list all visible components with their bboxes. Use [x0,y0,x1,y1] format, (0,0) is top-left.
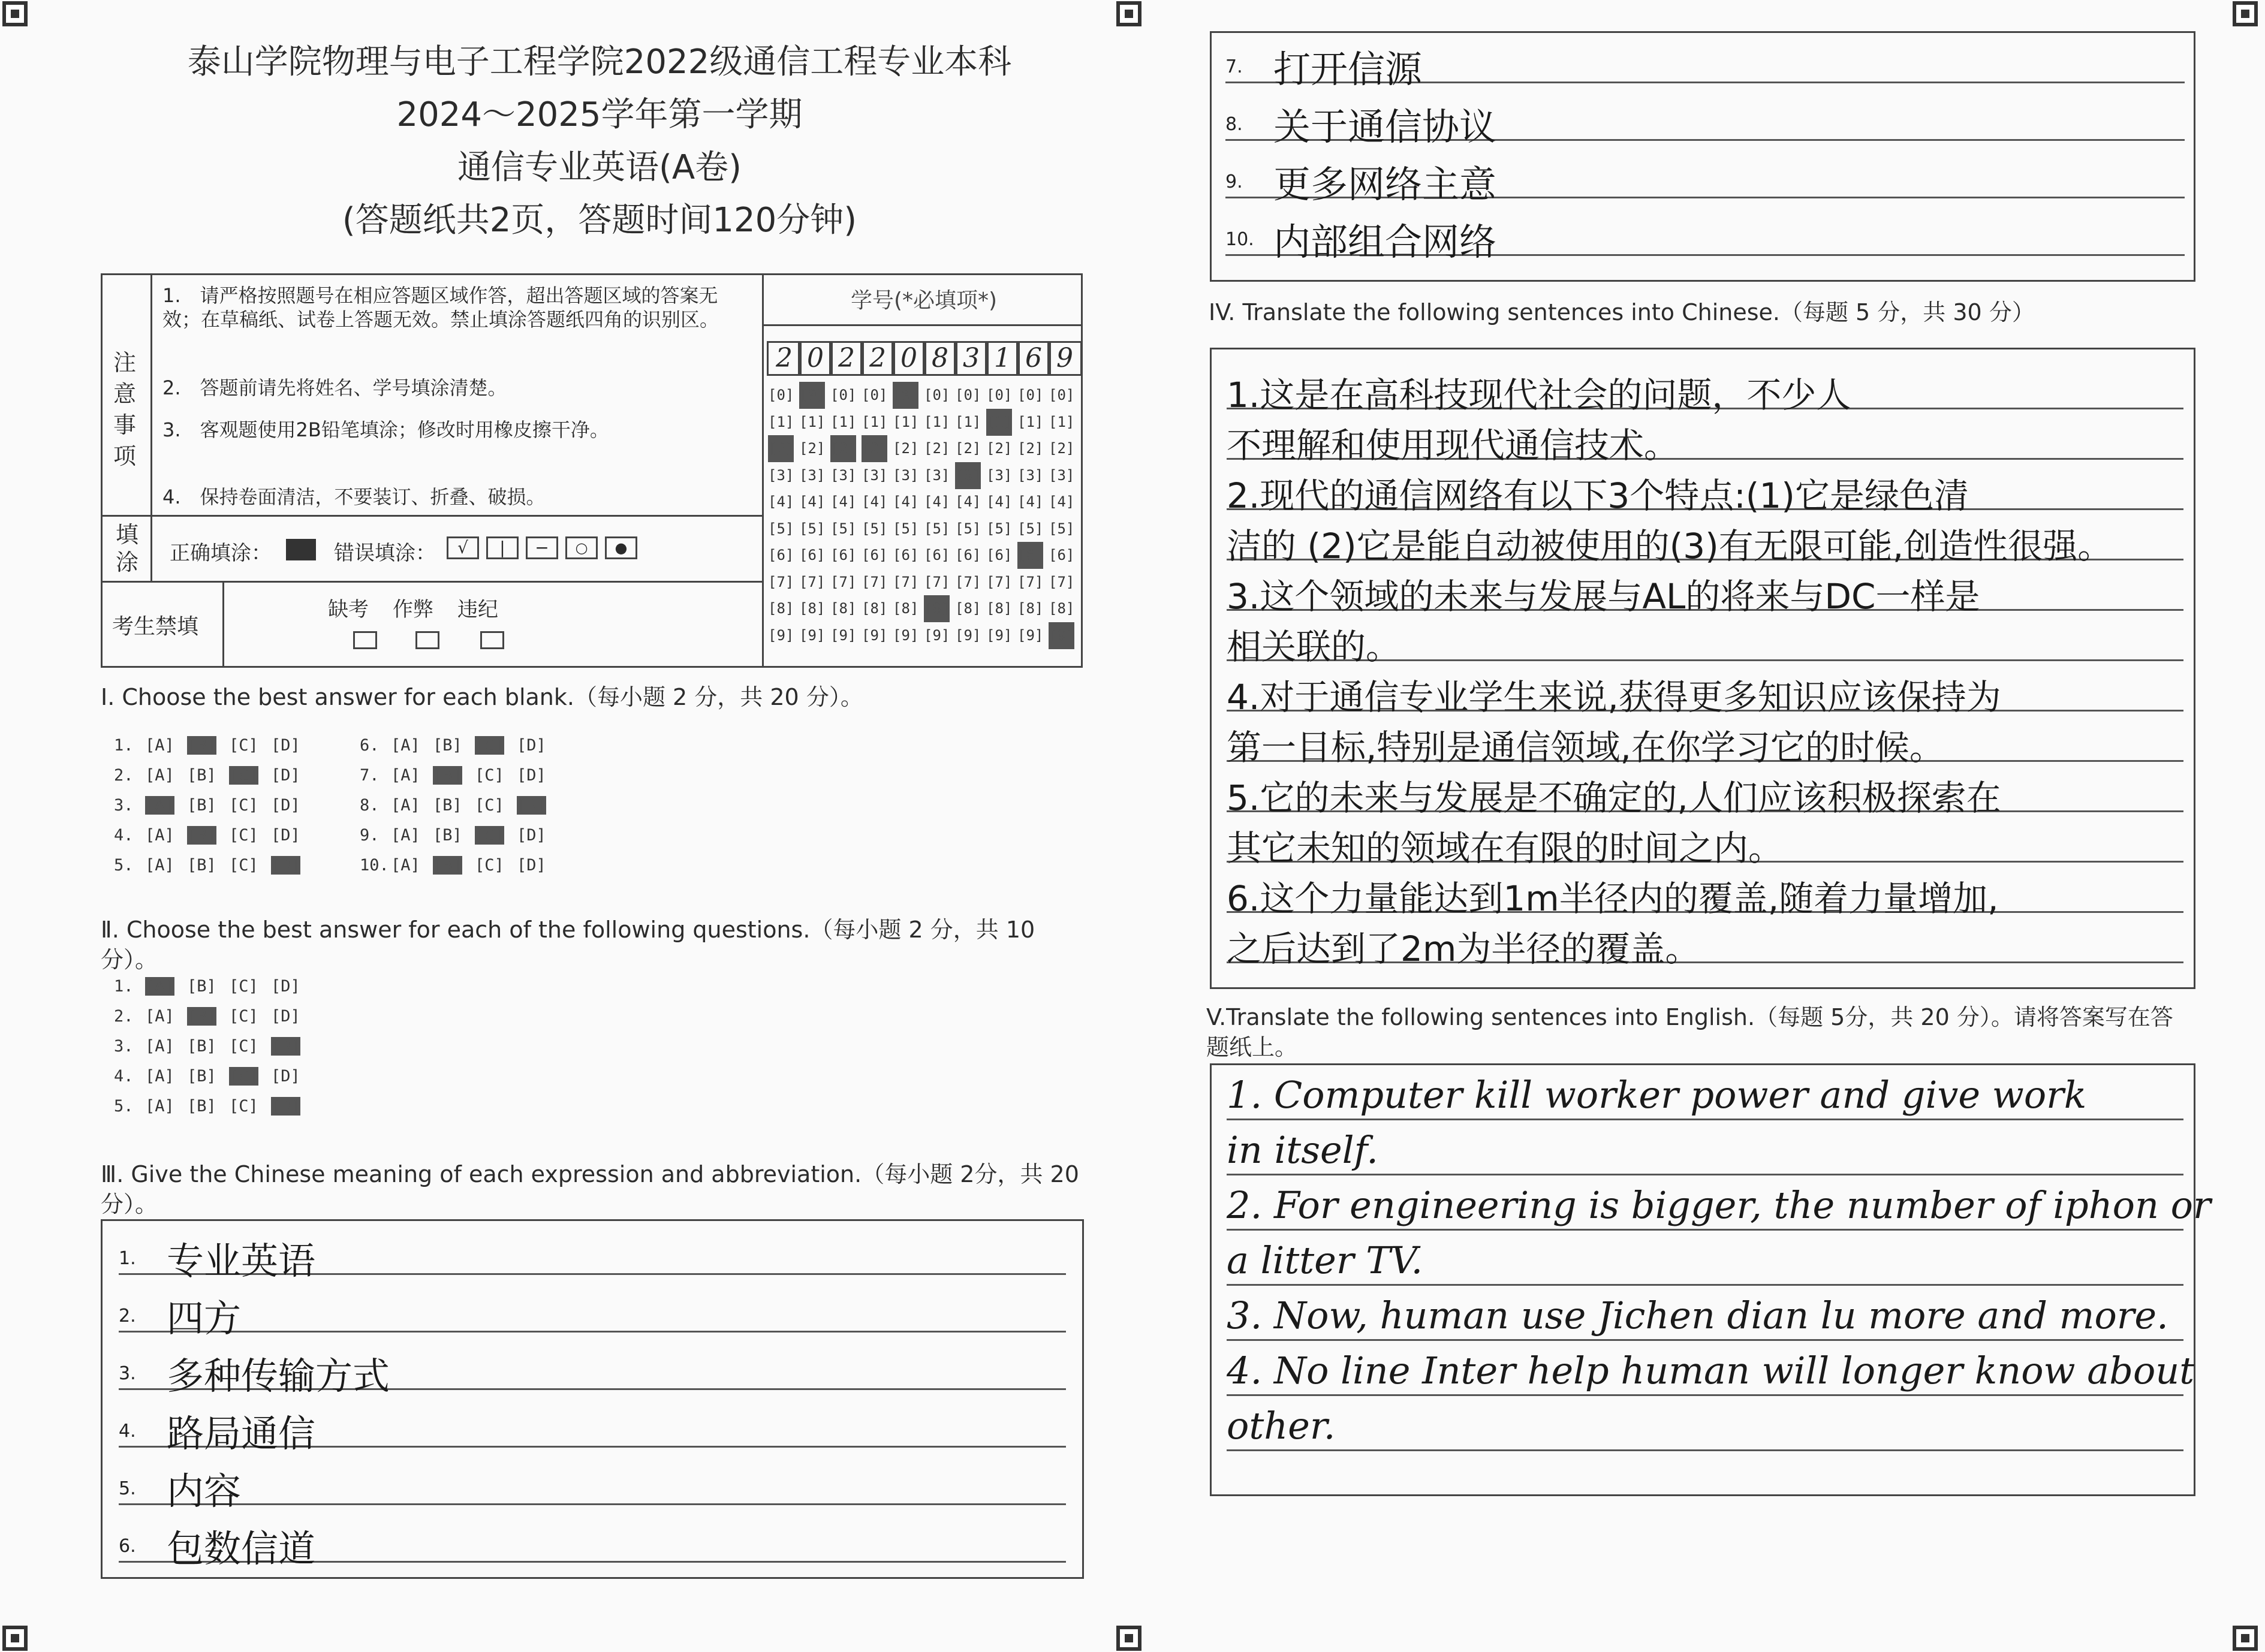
id-bubble-filled[interactable]: [8] [924,595,950,622]
id-bubble[interactable]: [4] [830,493,857,510]
option-bubble[interactable]: [D] [271,766,300,785]
answer-line [1227,1229,2183,1231]
id-bubble[interactable]: [7] [1017,573,1044,590]
option-bubble[interactable]: [B] [187,977,216,996]
id-bubble[interactable]: [3] [768,466,794,484]
answer-line [1227,1174,2183,1175]
option-bubble-filled[interactable]: [B] [187,826,216,845]
student-id-digit: 2 [860,341,895,376]
section-4-title: IV. Translate the following sentences into Chinese.（每题 5 分，共 30 分） [1209,299,2035,325]
correct-fill-label: 正确填涂： [170,541,272,565]
absent-label: 缺考 [328,598,369,622]
option-bubble-filled[interactable]: [D] [517,796,546,815]
answer-line [1227,1339,2183,1341]
handwritten-translation: in itself. [1227,1128,1378,1172]
id-bubble[interactable]: [9] [893,626,919,644]
wrong-fill-sample: ○ [565,536,598,559]
id-bubble[interactable]: [8] [955,600,981,617]
option-bubble[interactable]: [D] [271,977,300,996]
id-bubble[interactable]: [8] [1049,600,1075,617]
id-bubble[interactable]: [2] [893,440,919,457]
id-bubble[interactable]: [6] [955,547,981,563]
id-bubble[interactable]: [9] [862,626,888,644]
id-bubble[interactable]: [5] [768,520,794,537]
handwritten-answer: 包数信道 [167,1527,316,1570]
id-bubble[interactable]: [8] [1017,600,1044,617]
answer-number: 2. [119,1306,136,1327]
id-bubble[interactable]: [4] [986,493,1013,510]
corner-marker [2233,1,2258,26]
id-bubble[interactable]: [7] [1049,573,1075,590]
option-bubble-filled[interactable]: [C] [475,826,504,845]
id-bubble-filled[interactable]: [0] [799,382,825,409]
option-bubble[interactable]: [A] [145,856,174,875]
id-bubble[interactable]: [5] [799,520,826,537]
option-bubble[interactable]: [B] [187,1037,216,1056]
option-bubble[interactable]: [D] [517,766,546,785]
id-bubble[interactable]: [6] [1049,547,1075,563]
option-bubble-filled[interactable]: [B] [433,766,462,785]
handwritten-translation: other. [1227,1404,1336,1448]
id-bubble[interactable]: [9] [1017,626,1044,644]
answer-number: 1. [119,1248,136,1269]
id-bubble[interactable]: [3] [830,466,857,484]
id-bubble[interactable]: [9] [830,626,857,644]
id-bubble[interactable]: [8] [986,600,1013,617]
option-bubble[interactable]: [A] [145,826,174,845]
option-bubble[interactable]: [A] [391,736,420,755]
option-bubble[interactable]: [B] [187,1067,216,1086]
option-bubble[interactable]: [B] [187,1097,216,1116]
wrong-fill-sample: √ [447,536,479,559]
id-bubble[interactable]: [1] [799,413,826,430]
id-bubble[interactable]: [0] [830,387,857,403]
section-3-title: Ⅲ. Give the Chinese meaning of each expression and abbreviation.（每小题 2分，共 20分）。 [101,1161,1079,1217]
question-number: 10. [360,856,389,875]
id-bubble[interactable]: [6] [986,547,1013,563]
id-bubble[interactable]: [5] [955,520,981,537]
id-bubble[interactable]: [2] [986,440,1013,457]
option-bubble[interactable]: [D] [517,826,546,845]
handwritten-translation: 第一目标,特别是通信领域,在你学习它的时候。 [1227,727,1944,768]
option-bubble[interactable]: [C] [475,766,504,785]
option-bubble[interactable]: [C] [475,796,504,815]
id-bubble[interactable]: [9] [924,626,950,644]
corner-marker [1116,1626,1141,1651]
handwritten-translation: 1.这是在高科技现代社会的问题，不少人 [1227,375,1851,415]
handwritten-translation: 3. Now, human use Jichen dian lu more and more. [1227,1294,2168,1337]
id-bubble[interactable]: [2] [955,440,981,457]
handwritten-translation: 2.现代的通信网络有以下3个特点:(1)它是绿色清 [1227,475,1969,516]
id-bubble[interactable]: [4] [955,493,981,510]
id-bubble[interactable]: [4] [924,493,950,510]
student-id-digit: 9 [1047,341,1082,376]
violation-label: 违纪 [457,598,498,622]
answer-number: 5. [119,1478,136,1499]
id-bubble[interactable]: [4] [768,493,794,510]
option-bubble-filled[interactable]: [D] [271,1037,300,1056]
id-bubble[interactable]: [7] [799,573,826,590]
id-bubble-filled[interactable]: [3] [955,462,981,489]
handwritten-answer: 路局通信 [167,1412,316,1455]
handwritten-answer: 内容 [167,1469,242,1513]
question-number: 3. [114,1037,134,1056]
id-bubble[interactable]: [6] [799,547,826,563]
id-bubble-filled[interactable]: [2] [862,435,887,462]
id-bubble[interactable]: [5] [830,520,857,537]
id-bubble[interactable]: [0] [1049,387,1075,403]
question-number: 1. [114,977,134,996]
student-id-digit: 2 [767,341,802,376]
student-id-digit: 1 [985,341,1020,376]
answer-line [1227,1284,2183,1286]
option-bubble[interactable]: [D] [517,736,546,755]
id-bubble[interactable]: [0] [986,387,1013,403]
exam-title: 泰山学院物理与电子工程学院2022级通信工程专业本科 [187,43,1012,82]
id-bubble[interactable]: [2] [1049,440,1075,457]
student-id-label: 学号(*必填项*) [850,288,998,313]
id-bubble[interactable]: [1] [830,413,857,430]
question-number: 2. [114,1007,134,1026]
wrong-fill-sample: ● [605,536,637,559]
option-bubble[interactable]: [D] [271,1067,300,1086]
option-bubble-filled[interactable]: [C] [229,1067,258,1086]
wrong-fill-sample: | [486,536,519,559]
exam-subject: 通信专业英语(A卷) [457,148,742,187]
answer-number: 8. [1225,114,1243,135]
question-number: 4. [114,1067,134,1086]
id-bubble[interactable]: [7] [830,573,857,590]
id-bubble[interactable]: [3] [1017,466,1044,484]
id-bubble-filled[interactable]: [6] [1017,542,1043,569]
option-bubble[interactable]: [C] [229,736,258,755]
id-bubble[interactable]: [9] [768,626,794,644]
option-bubble-filled[interactable]: [D] [271,856,300,875]
id-bubble[interactable]: [8] [768,600,794,617]
id-bubble[interactable]: [8] [799,600,826,617]
id-bubble[interactable]: [4] [862,493,888,510]
option-bubble[interactable]: [A] [391,826,420,845]
option-bubble[interactable]: [B] [433,796,462,815]
answer-line [1227,1119,2183,1120]
fill-label: 填涂 [116,521,139,575]
option-bubble-filled[interactable]: [B] [187,736,216,755]
corner-marker [2,1,28,26]
handwritten-translation: 1. Computer kill worker power and give work [1227,1073,2087,1117]
handwritten-translation: 3.这个领域的未来与发展与AL的将来与DC一样是 [1227,576,1980,617]
section-2-title: Ⅱ. Choose the best answer for each of the following questions.（每小题 2 分，共 10 分）。 [101,917,1035,973]
id-bubble[interactable]: [1] [1049,413,1075,430]
id-bubble[interactable]: [6] [924,547,950,563]
option-bubble[interactable]: [D] [271,796,300,815]
id-bubble[interactable]: [5] [924,520,950,537]
id-bubble[interactable]: [7] [924,573,950,590]
option-bubble[interactable]: [B] [187,856,216,875]
option-bubble[interactable]: [C] [229,1097,258,1116]
violation-checkbox[interactable] [480,631,504,649]
id-bubble-filled[interactable]: [2] [768,435,794,462]
corner-marker [2233,1626,2258,1651]
handwritten-translation: 洁的 (2)它是能自动被使用的(3)有无限可能,创造性很强。 [1227,526,2113,566]
question-number: 9. [360,826,379,845]
id-bubble[interactable]: [0] [768,387,794,403]
id-bubble[interactable]: [5] [1049,520,1075,537]
question-number: 8. [360,796,379,815]
notice-item: 4. 保持卷面清洁，不要装订、折叠、破损。 [162,486,546,508]
question-number: 2. [114,766,134,785]
question-number: 3. [114,796,134,815]
id-bubble[interactable]: [0] [862,387,888,403]
id-bubble[interactable]: [6] [893,547,919,563]
option-bubble-filled[interactable]: [B] [187,1007,216,1026]
id-bubble-filled[interactable]: [1] [986,409,1012,436]
id-bubble[interactable]: [1] [862,413,888,430]
student-id-digit: 0 [798,341,833,376]
id-bubble-filled[interactable]: [0] [893,382,918,409]
handwritten-translation: 5.它的未来与发展是不确定的,人们应该积极探索在 [1227,777,2001,818]
option-bubble[interactable]: [A] [145,766,174,785]
id-bubble[interactable]: [2] [924,440,950,457]
id-bubble[interactable]: [3] [893,466,919,484]
option-bubble[interactable]: [A] [391,856,420,875]
handwritten-answer: 内部组合网络 [1273,220,1497,264]
question-number: 1. [114,736,134,755]
option-bubble[interactable]: [A] [145,1097,174,1116]
id-bubble[interactable]: [1] [1017,413,1044,430]
option-bubble[interactable]: [A] [145,1037,174,1056]
id-bubble[interactable]: [9] [986,626,1013,644]
notice-item: 3. 客观题使用2B铅笔填涂；修改时用橡皮擦干净。 [162,418,609,441]
id-bubble[interactable]: [7] [986,573,1013,590]
id-bubble[interactable]: [8] [862,600,888,617]
handwritten-answer: 四方 [167,1297,242,1340]
id-bubble[interactable]: [1] [768,413,794,430]
option-bubble[interactable]: [C] [475,856,504,875]
answer-number: 6. [119,1536,136,1557]
option-bubble-filled[interactable]: [C] [229,766,258,785]
option-bubble-filled[interactable]: [C] [475,736,504,755]
id-bubble[interactable]: [3] [799,466,826,484]
id-bubble[interactable]: [0] [924,387,950,403]
handwritten-translation: 2. For engineering is bigger, the number of iphon or [1227,1183,2211,1227]
forbid-label: 考生禁填 [112,614,199,639]
id-bubble[interactable]: [5] [862,520,888,537]
question-number: 4. [114,826,134,845]
handwritten-translation: a litter TV. [1227,1238,1423,1282]
id-bubble[interactable]: [3] [1049,466,1075,484]
id-bubble[interactable]: [8] [830,600,857,617]
id-bubble[interactable]: [3] [862,466,888,484]
answer-number: 10. [1225,229,1254,250]
question-number: 5. [114,856,134,875]
option-bubble[interactable]: [B] [187,766,216,785]
handwritten-answer: 专业英语 [167,1239,316,1283]
id-bubble[interactable]: [4] [799,493,826,510]
section-5-title: V.Translate the following sentences into English.（每题 5分，共 20 分）。请将答案写在答题纸上。 [1206,1004,2173,1060]
answer-line [1227,1394,2183,1396]
id-bubble[interactable]: [7] [893,573,919,590]
id-bubble[interactable]: [4] [1049,493,1075,510]
option-bubble[interactable]: [D] [271,1007,300,1026]
wrong-fill-label: 错误填涂： [334,541,436,565]
option-bubble[interactable]: [A] [391,796,420,815]
handwritten-answer: 打开信源 [1273,47,1423,91]
answer-line [1227,1449,2183,1451]
option-bubble-filled[interactable]: [B] [433,856,462,875]
question-number: 6. [360,736,379,755]
option-bubble[interactable]: [D] [517,856,546,875]
id-bubble[interactable]: [4] [1017,493,1044,510]
answer-number: 3. [119,1363,136,1384]
id-bubble[interactable]: [5] [986,520,1013,537]
id-bubble[interactable]: [3] [986,466,1013,484]
handwritten-translation: 相关联的。 [1227,626,1401,667]
corner-marker [2,1626,28,1651]
id-bubble[interactable]: [6] [768,547,794,563]
option-bubble[interactable]: [D] [271,736,300,755]
id-bubble[interactable]: [8] [893,600,919,617]
correct-fill-sample [286,539,316,560]
answer-number: 7. [1225,56,1243,77]
option-bubble-filled[interactable]: [A] [145,977,174,996]
handwritten-translation: 不理解和使用现代通信技术。 [1227,425,1679,466]
student-id-digit: 0 [891,341,926,376]
option-bubble[interactable]: [C] [229,977,258,996]
option-bubble[interactable]: [A] [391,766,420,785]
option-bubble-filled[interactable]: [A] [145,796,174,815]
exam-note: (答题纸共2页，答题时间120分钟) [342,201,857,240]
answer-line [119,1331,1066,1333]
id-bubble[interactable]: [0] [1017,387,1044,403]
question-number: 5. [114,1097,134,1116]
id-bubble[interactable]: [5] [893,520,919,537]
id-bubble[interactable]: [7] [768,573,794,590]
option-bubble[interactable]: [B] [433,826,462,845]
option-bubble-filled[interactable]: [D] [271,1097,300,1116]
id-bubble[interactable]: [3] [924,466,950,484]
id-bubble[interactable]: [1] [924,413,950,430]
absent-checkbox[interactable] [353,631,377,649]
id-bubble[interactable]: [9] [799,626,826,644]
id-bubble[interactable]: [6] [830,547,857,563]
notice-box [101,273,1083,668]
option-bubble[interactable]: [C] [229,856,258,875]
id-bubble[interactable]: [1] [893,413,919,430]
handwritten-translation: 之后达到了2m为半径的覆盖。 [1227,929,1700,969]
option-bubble[interactable]: [C] [229,1037,258,1056]
student-id-digit: 2 [829,341,864,376]
student-id-digit: 6 [1016,341,1051,376]
cheat-checkbox[interactable] [415,631,439,649]
id-bubble[interactable]: [2] [1017,440,1044,457]
id-bubble[interactable]: [7] [862,573,888,590]
id-bubble[interactable]: [0] [955,387,981,403]
exam-term: 2024～2025学年第一学期 [396,95,803,134]
notice-item: 2. 答题前请先将姓名、学号填涂清楚。 [162,376,507,399]
id-bubble[interactable]: [2] [799,440,826,457]
id-bubble[interactable]: [7] [955,573,981,590]
handwritten-answer: 关于通信协议 [1273,105,1497,149]
handwritten-translation: 4. No line Inter help human will longer know about [1227,1349,2195,1392]
id-bubble-filled[interactable]: [2] [830,435,856,462]
answer-line [119,1503,1066,1505]
question-number: 7. [360,766,379,785]
handwritten-translation: 4.对于通信专业学生来说,获得更多知识应该保持为 [1227,677,2001,718]
option-bubble[interactable]: [A] [145,1007,174,1026]
answer-number: 4. [119,1421,136,1442]
handwritten-answer: 多种传输方式 [167,1354,390,1398]
id-bubble[interactable]: [9] [955,626,981,644]
id-bubble[interactable]: [5] [1017,520,1044,537]
student-id-digit: 8 [923,341,957,376]
handwritten-translation: 6.这个力量能达到1m半径内的覆盖,随着力量增加, [1227,878,1999,919]
option-bubble[interactable]: [D] [271,826,300,845]
id-bubble[interactable]: [6] [862,547,888,563]
handwritten-translation: 其它未知的领域在有限的时间之内。 [1227,828,1784,869]
option-bubble[interactable]: [B] [187,796,216,815]
id-bubble[interactable]: [4] [893,493,919,510]
id-bubble[interactable]: [1] [955,413,981,430]
handwritten-answer: 更多网络主意 [1273,162,1497,206]
option-bubble[interactable]: [A] [145,736,174,755]
id-bubble-filled[interactable]: [9] [1049,622,1074,649]
notice-label: 注意事项 [113,349,137,469]
option-bubble[interactable]: [B] [433,736,462,755]
option-bubble[interactable]: [C] [229,796,258,815]
answer-number: 9. [1225,171,1243,192]
option-bubble[interactable]: [C] [229,826,258,845]
wrong-fill-sample: − [526,536,558,559]
option-bubble[interactable]: [C] [229,1007,258,1026]
corner-marker [1116,1,1141,26]
student-id-digit: 3 [954,341,989,376]
notice-item: 1. 请严格按照题号在相应答题区域作答，超出答题区域的答案无效；在草稿纸、试卷上答题无效。禁止填涂答题纸四角的识别区。 [162,284,719,331]
section-1-title: Ⅰ. Choose the best answer for each blank.（每小题 2 分，共 20 分）。 [101,684,863,710]
cheat-label: 作弊 [393,598,433,622]
option-bubble[interactable]: [A] [145,1067,174,1086]
